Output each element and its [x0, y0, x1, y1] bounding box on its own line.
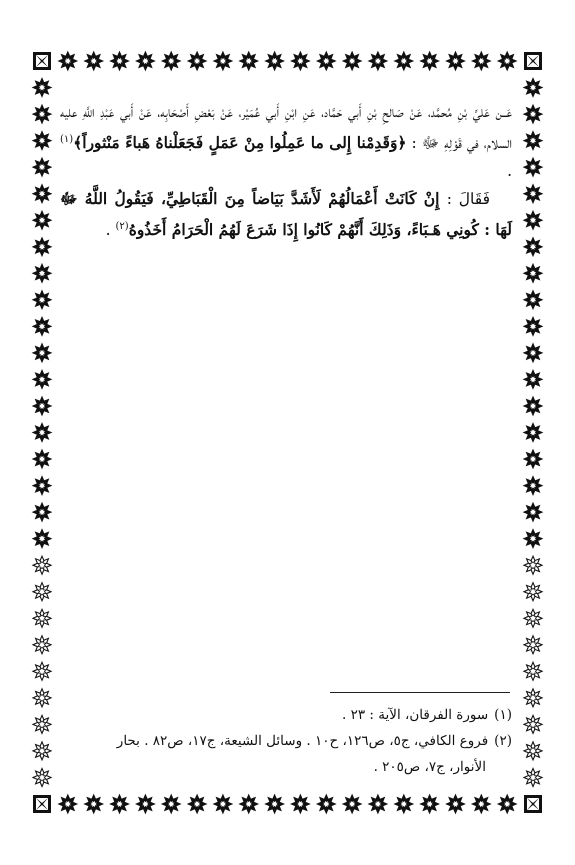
star-ornament-icon: [59, 795, 77, 813]
star-ornament-icon: [395, 52, 413, 70]
footnote-marker-2: (٢): [115, 221, 129, 233]
star-ornament-icon: [33, 769, 51, 787]
star-ornament-icon: [498, 795, 516, 813]
star-ornament-icon: [317, 52, 335, 70]
star-ornament-icon: [33, 344, 51, 362]
star-ornament-icon: [162, 52, 180, 70]
star-ornament-icon: [266, 795, 284, 813]
quran-quote: ﴿وَقَدِمْنا إِلى ما عَمِلُوا مِنْ عَمَلٍ فَجَعَلْناهُ هَباءً مَنْثوراً﴾: [73, 133, 407, 153]
star-ornament-icon: [240, 795, 258, 813]
main-text: [60, 98, 512, 244]
star-ornament-icon: [33, 477, 51, 495]
star-ornament-icon: [33, 530, 51, 548]
star-ornament-icon: [33, 583, 51, 601]
star-ornament-icon: [524, 397, 542, 415]
star-ornament-icon: [524, 662, 542, 680]
corner-x-icon: [524, 52, 542, 70]
star-ornament-icon: [524, 556, 542, 574]
star-ornament-icon: [33, 424, 51, 442]
paragraph-1-text: عَــن عَليِّ بْنِ مُحمَّد، عَنْ صَالحِ بْنِ أَبي حَمَّاد، عَنِ ابْنِ أَبي عُمَيْر، عَنْ بَعْضِ أَصْحَابِه، عَنْ أَبي عَبْدِ اللَّهِ عليه السلام، في قَوْلِهِ ﷻ :: [60, 103, 513, 153]
star-ornament-icon: [240, 52, 258, 70]
star-ornament-icon: [59, 52, 77, 70]
star-ornament-icon: [33, 264, 51, 282]
star-ornament-icon: [472, 795, 490, 813]
star-ornament-icon: [33, 556, 51, 574]
paragraph-2-end: .: [105, 221, 116, 240]
star-ornament-icon: [33, 370, 51, 388]
star-ornament-icon: [33, 397, 51, 415]
star-ornament-icon: [111, 52, 129, 70]
star-ornament-icon: [421, 795, 439, 813]
star-ornament-icon: [524, 344, 542, 362]
paragraph-2: [60, 185, 512, 244]
corner-x-icon: [33, 52, 51, 70]
star-ornament-icon: [395, 795, 413, 813]
star-ornament-icon: [33, 158, 51, 176]
star-ornament-icon: [524, 477, 542, 495]
star-ornament-icon: [317, 795, 335, 813]
star-ornament-icon: [421, 52, 439, 70]
star-ornament-icon: [188, 795, 206, 813]
star-ornament-icon: [524, 503, 542, 521]
star-ornament-icon: [214, 52, 232, 70]
star-ornament-icon: [524, 424, 542, 442]
star-ornament-icon: [291, 795, 309, 813]
star-ornament-icon: [472, 52, 490, 70]
star-ornament-icon: [33, 450, 51, 468]
star-ornament-icon: [524, 742, 542, 760]
paragraph-1: [60, 98, 512, 185]
star-ornament-icon: [524, 715, 542, 733]
star-ornament-icon: [33, 79, 51, 97]
footnote-marker-1: (١): [60, 134, 74, 145]
star-ornament-icon: [33, 609, 51, 627]
star-ornament-icon: [524, 264, 542, 282]
paragraph-2-lead: فَقَالَ :: [446, 190, 490, 209]
star-ornament-icon: [524, 636, 542, 654]
paragraph-1-end: .: [507, 162, 512, 181]
hadith-text: إِنْ كَانَتْ أَعْمَالُهُمْ لَأَشَدَّ بَيَاضاً مِنَ الْقَبَاطِيِّ، فَيَقُولُ اللَّهُ ﷻ لَهَا : كُونِي هَـبَاءً، وَذَلِكَ أَنَّهُمْ كَانُوا إِذَا شَرَعَ لَهُمُ الْحَرَامُ أَخَذُوهُ: [60, 189, 512, 240]
star-ornament-icon: [524, 609, 542, 627]
star-ornament-icon: [369, 52, 387, 70]
star-ornament-icon: [85, 52, 103, 70]
star-ornament-icon: [33, 291, 51, 309]
star-ornament-icon: [33, 742, 51, 760]
star-ornament-icon: [85, 795, 103, 813]
star-ornament-icon: [162, 795, 180, 813]
star-ornament-icon: [33, 238, 51, 256]
footnotes: [60, 702, 512, 780]
footnote-2-continuation: الأنوار، ج٧، ص٢٠٥ .: [373, 759, 486, 775]
footnote-separator: [330, 692, 510, 693]
star-ornament-icon: [524, 211, 542, 229]
footnote-1: [60, 702, 512, 728]
star-ornament-icon: [33, 715, 51, 733]
star-ornament-icon: [136, 795, 154, 813]
footnote-2: [60, 728, 512, 754]
star-ornament-icon: [447, 795, 465, 813]
star-ornament-icon: [524, 238, 542, 256]
star-ornament-icon: [33, 636, 51, 654]
star-ornament-icon: [447, 52, 465, 70]
star-ornament-icon: [33, 211, 51, 229]
star-ornament-icon: [291, 52, 309, 70]
star-ornament-icon: [524, 132, 542, 150]
star-ornament-icon: [524, 158, 542, 176]
star-ornament-icon: [524, 291, 542, 309]
star-ornament-icon: [266, 52, 284, 70]
star-ornament-icon: [33, 132, 51, 150]
footnote-1-number: (١): [494, 707, 512, 723]
star-ornament-icon: [498, 52, 516, 70]
corner-x-icon: [524, 795, 542, 813]
star-ornament-icon: [369, 795, 387, 813]
star-ornament-icon: [33, 185, 51, 203]
star-ornament-icon: [343, 52, 361, 70]
star-ornament-icon: [33, 317, 51, 335]
star-ornament-icon: [524, 689, 542, 707]
star-ornament-icon: [524, 370, 542, 388]
star-ornament-icon: [524, 450, 542, 468]
footnote-2-number: (٢): [494, 733, 512, 749]
star-ornament-icon: [33, 662, 51, 680]
star-ornament-icon: [524, 105, 542, 123]
star-ornament-icon: [136, 52, 154, 70]
star-ornament-icon: [524, 79, 542, 97]
star-ornament-icon: [33, 503, 51, 521]
star-ornament-icon: [33, 105, 51, 123]
star-ornament-icon: [214, 795, 232, 813]
corner-x-icon: [33, 795, 51, 813]
star-ornament-icon: [524, 583, 542, 601]
star-ornament-icon: [188, 52, 206, 70]
star-ornament-icon: [524, 185, 542, 203]
star-ornament-icon: [524, 530, 542, 548]
star-ornament-icon: [111, 795, 129, 813]
star-ornament-icon: [524, 769, 542, 787]
footnote-2-text: فروع الكافي، ج٥، ص١٢٦، ح١٠ . وسائل الشيعة، ج١٧، ص٨٢ . بحار: [116, 733, 489, 749]
star-ornament-icon: [343, 795, 361, 813]
star-ornament-icon: [524, 317, 542, 335]
star-ornament-icon: [33, 689, 51, 707]
footnote-1-text: سورة الفرقان، الآية : ٢٣ .: [342, 707, 489, 723]
